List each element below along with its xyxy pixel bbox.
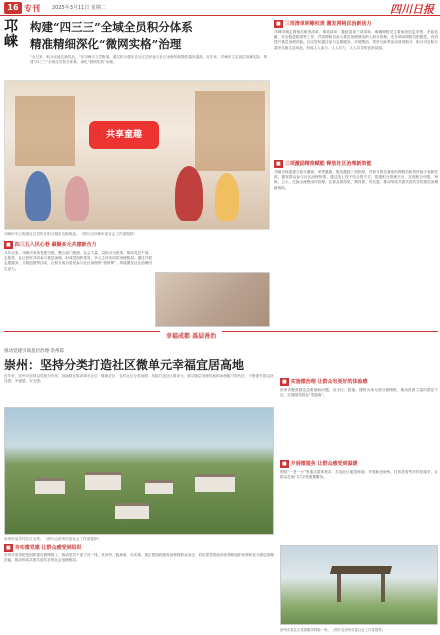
lower-article-lead: 近年来，崇州市坚持以党建为引领，因地制宜推动城市社区、镇街社区、农村社区分类治理，持续打造社区微单元，推动基层治理体系和治理能力现代化，不断提升群众获得感、幸福感、安全感。 — [4, 374, 274, 384]
ribbon-title: 幸福成都 基层善治 — [160, 331, 222, 340]
right-column-section-1 — [274, 20, 438, 158]
bottom-section-heading: ■ 夯实微党建 让群众感受到组织 — [6, 545, 82, 551]
section-tag: ■ — [6, 545, 11, 551]
main-photo-caption: 邛崃市中心街道社区居民在积分超市兑换物品。（图片由邛崃市委社会工作部提供） — [4, 232, 137, 236]
article-title-line1: 构建“四三三”全域全员积分体系 — [30, 20, 193, 34]
section-body: 崇州市聚焦群众急难愁盼问题，以小区、院落、楼栋为单元划分微网格，推动资源力量向基层下沉，实现服务群众“零距离”。 — [280, 388, 438, 398]
lower-article-title: 崇州：坚持分类打造社区微单元幸福宜居高地 — [4, 358, 245, 372]
section-tag: ■ — [276, 161, 281, 167]
section-heading: ■ 三项清单明晰权责 激发网格民治新活力 — [276, 21, 372, 27]
section-name: 专刊 — [24, 4, 40, 13]
mid-section-heading: ■ 四三五入民心巷 凝聚多元共建新合力 — [6, 242, 97, 248]
section-tag: ■ — [282, 379, 287, 385]
pavilion-photo — [280, 545, 438, 625]
main-photo — [4, 80, 270, 230]
article-title-line2: 精准精细深化“微网实格”治理 — [30, 37, 182, 51]
region-tag: 邛崃 — [4, 19, 18, 50]
section-heading: ■ 三项激励精准赋能 释放社区治理新效能 — [276, 161, 372, 167]
section-heading: ■ 实施微治理 让群众有更好的体验感 — [282, 379, 368, 385]
lower-kicker: 推动党建引领基层治理·崇州篇 — [4, 349, 64, 354]
article-lead: “全过来，积分还能兑换奖品。”在邛崃市文君街道，通过积分超市让社区居民参与社区治理的积极性越来越高。近年来，邛崃市立足基层治理实际，构建“四三三”全域全员积分体系，深化“微网实格”治理。 — [30, 55, 268, 65]
newspaper-logo: 四川日报 — [390, 3, 434, 16]
section-tag: ■ — [276, 21, 281, 27]
page-number-badge: 16 — [4, 2, 22, 14]
village-photo — [4, 407, 274, 535]
pavilion-photo-caption: 崇州市某社区党群服务阵地一角。（图片由崇州市委社会工作部提供） — [280, 628, 386, 632]
section-body: 邛崃市探索建立积分激励、荣誉激励、服务激励三项机制，对积分排名靠前的网格员和居民给予表彰奖励，激发群众参与社区治理热情。通过线上线下结合的方式，搭建积分管理平台，实现积分申报、审核、公示、兑换全流程闭环管理，让群众看得见、摸得着、有实惠，推动形成共建共治共享的基层治理新格局。 — [274, 170, 438, 190]
volunteers-photo — [155, 272, 270, 327]
right-column-section-2 — [274, 160, 438, 335]
section-heading: ■ 开展微服务 让群众感受到温暖 — [282, 461, 358, 467]
mid-section-body: 今年以来，邛崃市坚持党建引领，整合部门资源、社会力量，以积分为纽带，推动党员干部、志愿者、社区居民共同参与基层治理，形成党组织领导、多元主体协同的治理格局。通过开展志愿服务、文明创建等活动，让积分成为居民参与社区治理的“指挥棒”，持续激发社区治理内生动力。 — [4, 251, 152, 271]
section-tag: ■ — [6, 242, 11, 248]
section-body: 邛崃市制定网格员职责清单、事项清单、激励清单三项清单，明确网格员主要承担信息采集、矛盾化解、安全隐患排查等工作，并将网格员参与基层治理情况纳入积分管理，充分调动网格员积极性，有效提升基层治理效能。社区居民通过参与志愿服务、环境整治、邻里互助等活动获得积分，积分可在积分超市兑换生活用品，形成人人参与、人人尽力、人人共享的良好局面。 — [274, 30, 438, 50]
photo-sign: 共享童趣 — [89, 121, 159, 149]
lower-right-column — [280, 378, 438, 548]
bottom-section-body: 崇州市坚持把党组织建在微网格上，推动党员干部下沉一线，亮身份、践承诺、办实事，真正把组织服务延伸到群众身边，切实把党的政治优势和组织优势转化为基层治理效能，推动形成共建共治共享的社会治理格局。 — [4, 553, 274, 563]
section-tag: ■ — [282, 461, 287, 467]
issue-date: 2025年3月11日 星期二 — [52, 5, 106, 11]
village-photo-caption: 崇州市某乡村社区全景。（图片由崇州市委社会工作部提供） — [4, 537, 102, 541]
section-body: 围绕“一老一小”等重点群体需求，打造社区服务阵地，开展助老助残、托育托管等多样化服务，让群众在家门口享受便捷服务。 — [280, 470, 438, 480]
